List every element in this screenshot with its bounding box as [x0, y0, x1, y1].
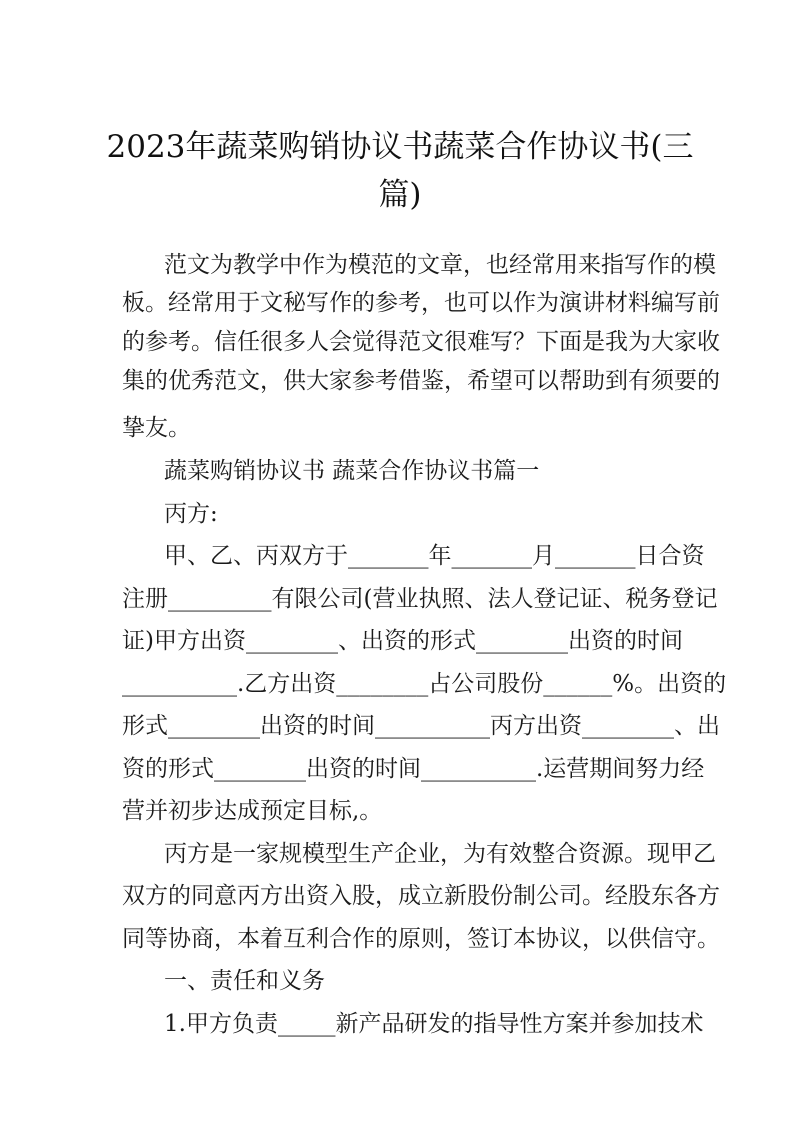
- document-title-line-2: 篇): [378, 177, 422, 213]
- intro-paragraph-line: 板。经常用于文秘写作的参考，也可以作为演讲材料编写前: [122, 290, 720, 316]
- document-title-line-1: 2023年蔬菜购销协议书蔬菜合作协议书(三: [106, 129, 694, 165]
- body-paragraph-line: 丙方是一家规模型生产企业，为有效整合资源。现甲乙: [164, 841, 716, 867]
- body-paragraph-line: 双方的同意丙方出资入股，成立新股份制公司。经股东各方: [122, 883, 720, 909]
- intro-paragraph-line: 范文为教学中作为模范的文章，也经常用来指写作的模: [164, 252, 716, 278]
- body-paragraph-line: 注册_________有限公司(营业执照、法人登记证、税务登记: [122, 586, 718, 612]
- clause-item: 1.甲方负责_____新产品研发的指导性方案并参加技术: [164, 1011, 704, 1037]
- clause-heading: 一、责任和义务: [164, 968, 325, 994]
- intro-paragraph-line: 挚友。: [122, 415, 191, 441]
- body-paragraph-line: 同等协商，本着互利合作的原则，签订本协议，以供信守。: [122, 926, 720, 952]
- body-paragraph-line: 营并初步达成预定目标,。: [122, 798, 383, 824]
- body-paragraph-line: 形式________出资的时间__________丙方出资________、出: [122, 713, 720, 739]
- party-label: 丙方:: [164, 501, 218, 527]
- body-paragraph-line: 甲、乙、丙双方于_______年_______月_______日合资: [164, 543, 705, 569]
- body-paragraph-line: 资的形式________出资的时间__________.运营期间努力经: [122, 756, 705, 782]
- body-paragraph-line: 证)甲方出资________、出资的形式________出资的时间: [122, 628, 683, 654]
- section-heading: 蔬菜购销协议书 蔬菜合作协议书篇一: [164, 458, 540, 484]
- intro-paragraph-line: 集的优秀范文，供大家参考借鉴，希望可以帮助到有须要的: [122, 368, 720, 394]
- body-paragraph-line: __________.乙方出资________占公司股份______%。出资的: [122, 671, 727, 697]
- intro-paragraph-line: 的参考。信任很多人会觉得范文很难写？下面是我为大家收: [122, 329, 720, 355]
